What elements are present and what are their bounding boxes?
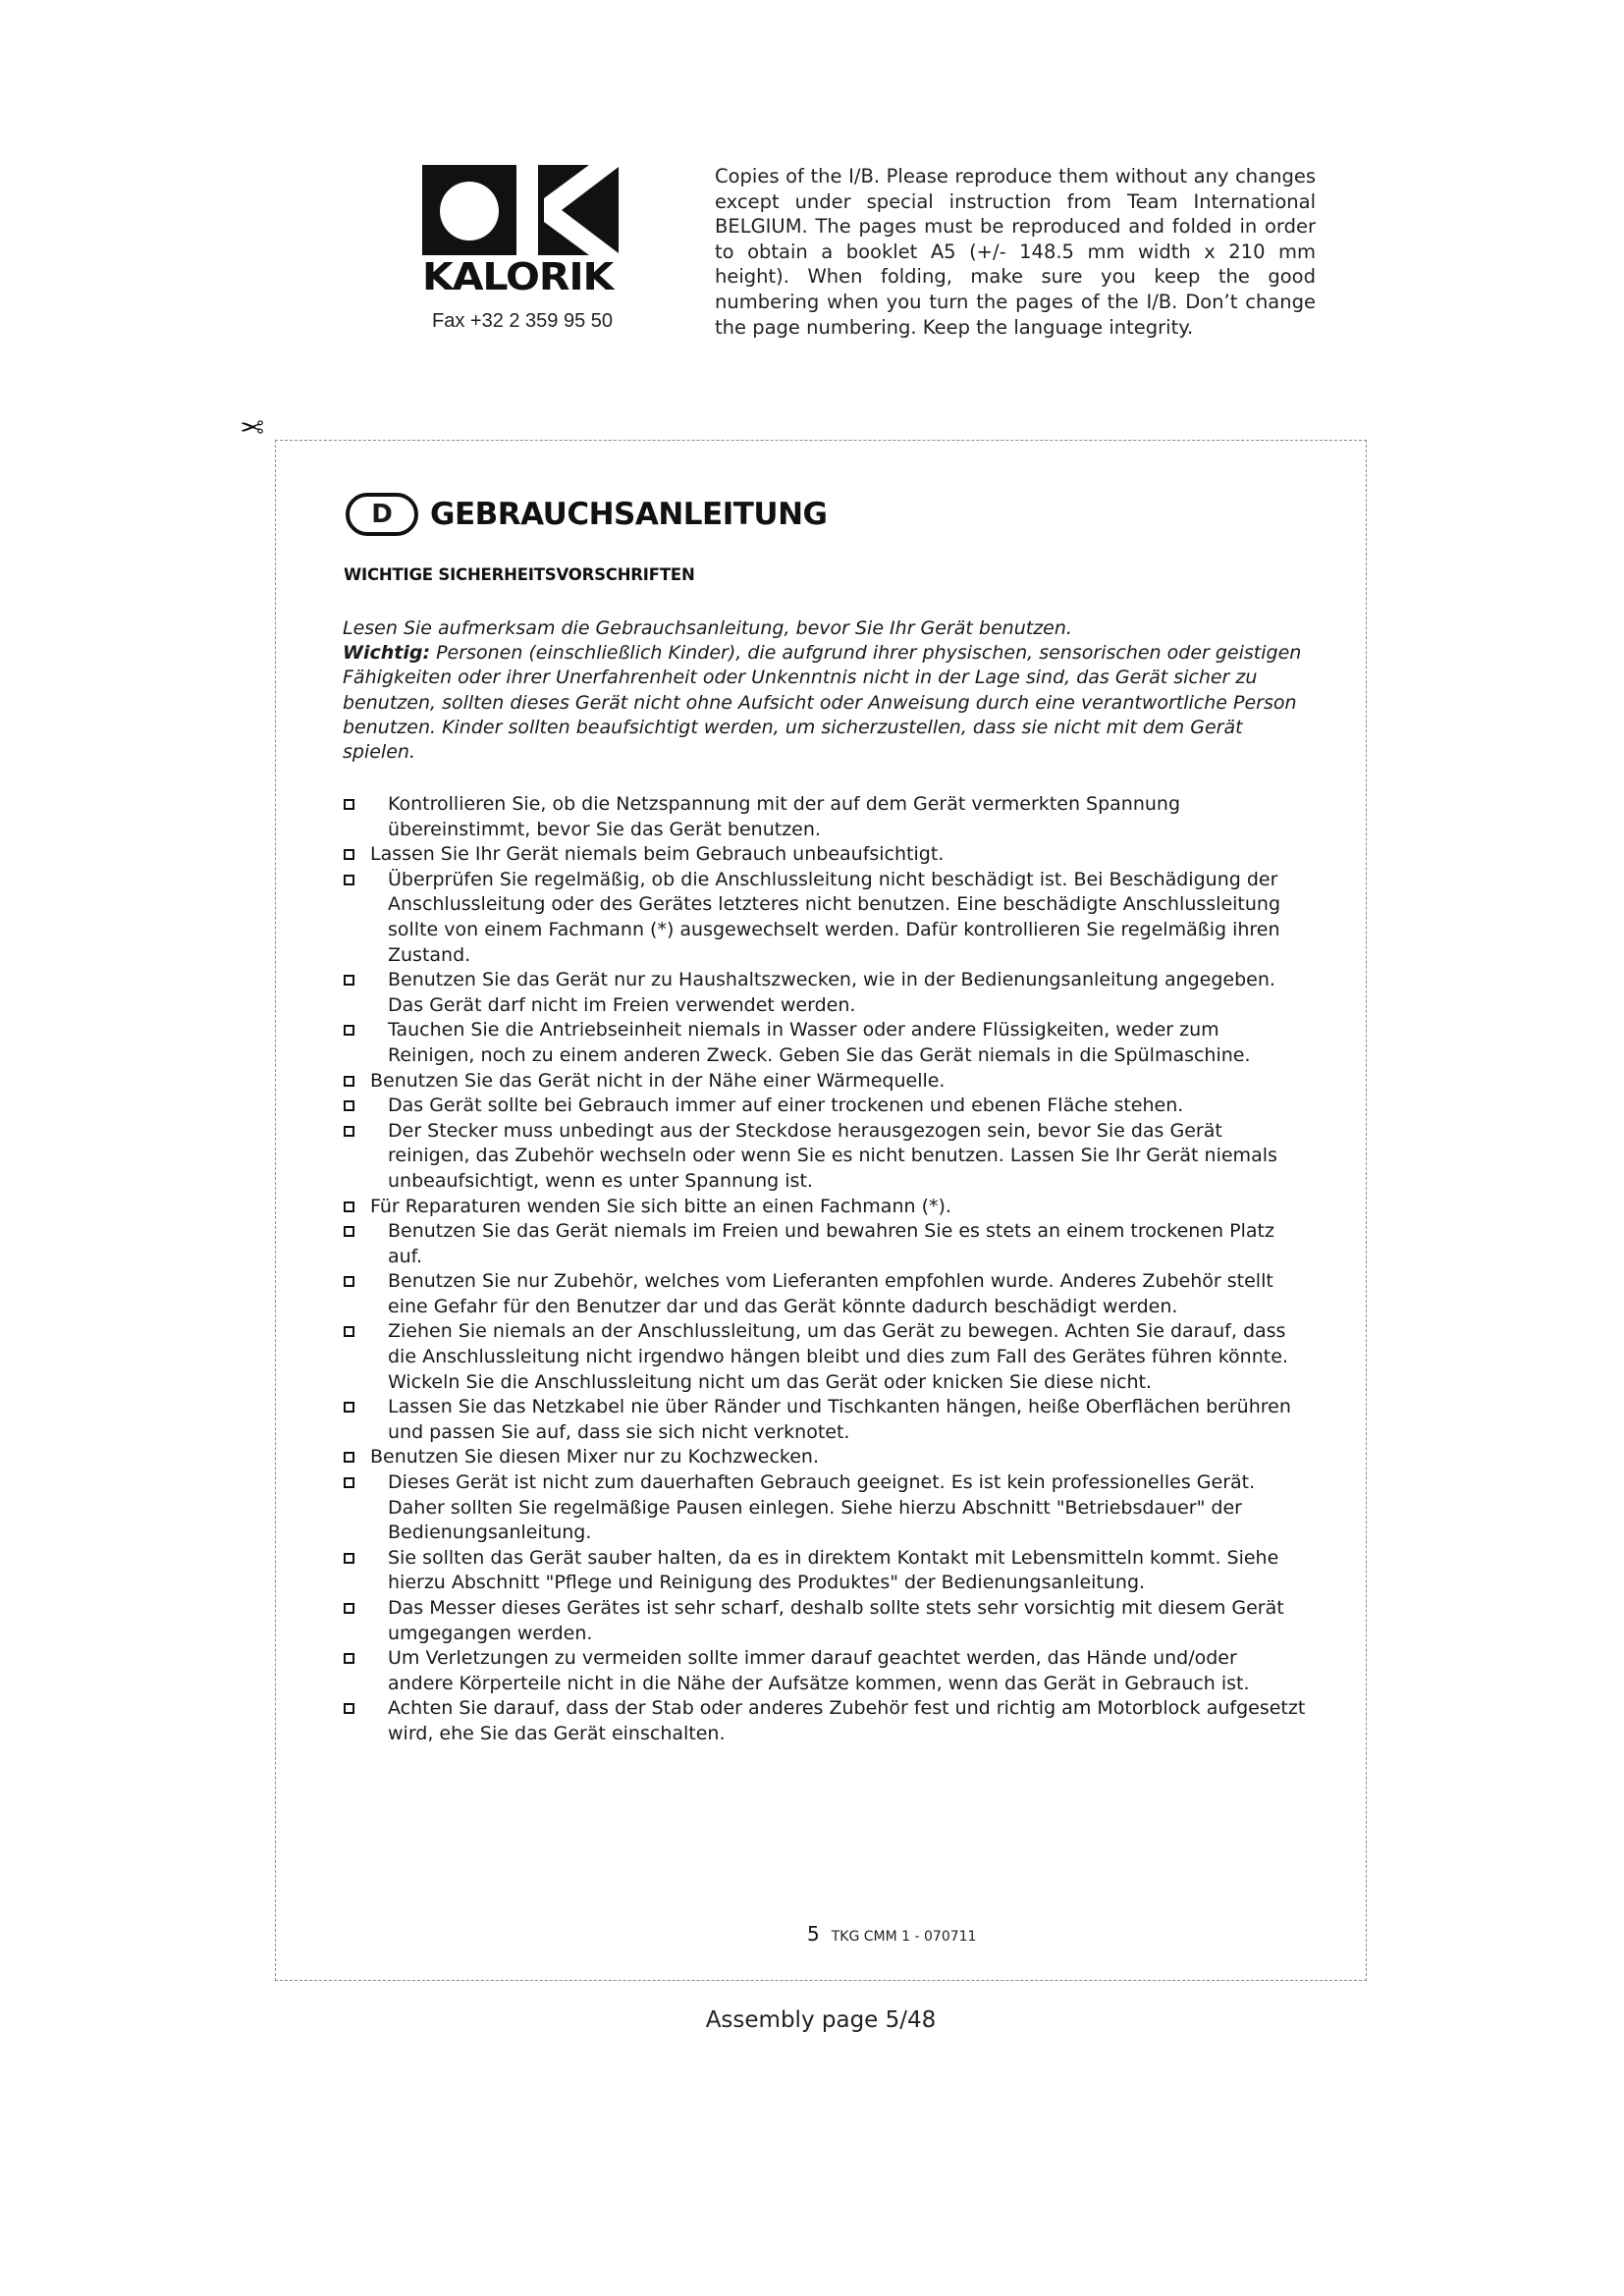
print-instructions: Copies of the I/B. Please reproduce them without any changes except under special instruction from Team International BELGIUM. The pages must be reproduced and folded in order to obtain a booklet A5 (+/- 148.5 mm width x 210 mm height). When folding, make sure you keep the good numbering when you turn the pages of the I/B. Don’t change the page numbering. Keep the language integrity. [715, 165, 1316, 339]
list-item: Das Messer dieses Gerätes ist sehr scharf, deshalb sollte stets sehr vorsichtig mit diesem Gerät umgegangen werden. [0, 1596, 1306, 1646]
checkbox-bullet-icon [344, 1553, 354, 1564]
checkbox-bullet-icon [344, 849, 354, 860]
checkbox-bullet-icon [344, 1477, 354, 1488]
page-footer [807, 1922, 976, 1946]
checkbox-bullet-icon [344, 1603, 354, 1614]
intro-text [343, 616, 1305, 765]
list-item: Benutzen Sie das Gerät niemals im Freien und bewahren Sie es stets an einem trockenen Platz auf. [0, 1219, 1306, 1269]
checkbox-bullet-icon [344, 1276, 354, 1287]
list-item: Dieses Gerät ist nicht zum dauerhaften Gebrauch geeignet. Es ist kein professionelles Gerät. Daher sollten Sie regelmäßige Pausen einlegen. Siehe hierzu Abschnitt "Betriebsdauer" der Bedienungsanleitung. [0, 1470, 1306, 1546]
list-item: Sie sollten das Gerät sauber halten, da es in direktem Kontakt mit Lebensmitteln kommt. Siehe hierzu Abschnitt "Pflege und Reinigung des Produktes" der Bedienungsanleitung. [0, 1546, 1306, 1596]
checkbox-bullet-icon [344, 1326, 354, 1337]
list-item: Benutzen Sie das Gerät nicht in der Nähe einer Wärmequelle. [0, 1069, 1306, 1095]
kalorik-logo [422, 165, 670, 333]
intro-paragraph [343, 641, 1305, 765]
intro-rest: Personen (einschließlich Kinder), die aufgrund ihrer physischen, sensorischen oder geistigen Fähigkeiten oder ihrer Unerfahrenheit oder Unkenntnis nicht in der Lage sind, das Gerät sicher zu benutzen, sollten dieses Gerät nicht ohne Aufsicht oder Anweisung durch eine verantwortliche Person benutzen. Kinder sollten beaufsichtigt werden, um sicherzustellen, dass sie nicht mit dem Gerät spielen. [343, 642, 1302, 764]
fax-number: Fax +32 2 359 95 50 [432, 310, 614, 332]
list-item: Für Reparaturen wenden Sie sich bitte an einen Fachmann (*). [0, 1195, 1306, 1220]
list-item: Überprüfen Sie regelmäßig, ob die Anschlussleitung nicht beschädigt ist. Bei Beschädigung der Anschlussleitung oder des Gerätes letzteres nicht benutzen. Eine beschädigte Anschlussleitung sollte von einem Fachmann (*) ausgewechselt werden. Dafür kontrollieren Sie regelmäßig ihren Zustand. [0, 868, 1306, 968]
document-heading [346, 493, 827, 536]
checkbox-bullet-icon [344, 975, 354, 986]
checkbox-bullet-icon [344, 1226, 354, 1237]
list-item: Um Verletzungen zu vermeiden sollte immer darauf geachtet werden, das Hände und/oder andere Körperteile nicht in die Nähe der Aufsätze kommen, wenn das Gerät in Gebrauch ist. [0, 1646, 1306, 1696]
list-item: Benutzen Sie nur Zubehör, welches vom Lieferanten empfohlen wurde. Anderes Zubehör stellt eine Gefahr für den Benutzer dar und das Gerät könnte dadurch beschädigt werden. [0, 1269, 1306, 1319]
logo-wordmark: KALORIK [422, 255, 614, 298]
scissors-icon: ✂ [240, 408, 265, 443]
document-code: TKG CMM 1 - 070711 [831, 1929, 977, 1945]
list-item: Der Stecker muss unbedingt aus der Steckdose herausgezogen sein, bevor Sie das Gerät reinigen, das Zubehör wechseln oder wenn Sie es nicht benutzen. Lassen Sie Ihr Gerät niemals unbeaufsichtigt, wenn es unter Spannung ist. [0, 1119, 1306, 1195]
list-item: Kontrollieren Sie, ob die Netzspannung mit der auf dem Gerät vermerkten Spannung übereinstimmt, bevor Sie das Gerät benutzen. [0, 792, 1306, 842]
document-title: GEBRAUCHSANLEITUNG [430, 497, 828, 532]
checkbox-bullet-icon [344, 799, 354, 810]
checkbox-bullet-icon [344, 1126, 354, 1137]
intro-line: Lesen Sie aufmerksam die Gebrauchsanleitung, bevor Sie Ihr Gerät benutzen. [343, 617, 1072, 639]
checkbox-bullet-icon [344, 1100, 354, 1111]
list-item: Lassen Sie das Netzkabel nie über Ränder und Tischkanten hängen, heiße Oberflächen berühren und passen Sie auf, dass sie sich nicht verknotet. [0, 1395, 1306, 1445]
checkbox-bullet-icon [344, 1076, 354, 1087]
assembly-page-label: Assembly page 5/48 [705, 2007, 937, 2033]
kalorik-logo-mark [422, 165, 619, 255]
checkbox-bullet-icon [344, 1653, 354, 1664]
list-item: Lassen Sie Ihr Gerät niemals beim Gebrauch unbeaufsichtigt. [0, 842, 1306, 868]
checkbox-bullet-icon [344, 875, 354, 885]
section-title: WICHTIGE SICHERHEITSVORSCHRIFTEN [344, 565, 695, 584]
checkbox-bullet-icon [344, 1452, 354, 1463]
page-number: 5 [807, 1922, 820, 1946]
list-item: Benutzen Sie das Gerät nur zu Haushaltszwecken, wie in der Bedienungsanleitung angegeben. Das Gerät darf nicht im Freien verwendet werden. [0, 968, 1306, 1018]
checkbox-bullet-icon [344, 1025, 354, 1036]
list-item: Ziehen Sie niemals an der Anschlussleitung, um das Gerät zu bewegen. Achten Sie darauf, dass die Anschlussleitung nicht irgendwo hängen bleibt und dies zum Fall des Gerätes führen könnte. Wickeln Sie die Anschlussleitung nicht um das Gerät oder knicken Sie diese nicht. [0, 1319, 1306, 1395]
intro-bold: Wichtig: [343, 642, 431, 665]
checkbox-bullet-icon [344, 1201, 354, 1212]
safety-list [0, 792, 1624, 1747]
language-badge: D [346, 493, 418, 536]
list-item: Das Gerät sollte bei Gebrauch immer auf einer trockenen und ebenen Fläche stehen. [0, 1094, 1306, 1119]
checkbox-bullet-icon [344, 1703, 354, 1714]
list-item: Benutzen Sie diesen Mixer nur zu Kochzwecken. [0, 1445, 1306, 1470]
checkbox-bullet-icon [344, 1402, 354, 1413]
list-item: Tauchen Sie die Antriebseinheit niemals in Wasser oder andere Flüssigkeiten, weder zum Reinigen, noch zu einem anderen Zweck. Geben Sie das Gerät niemals in die Spülmaschine. [0, 1018, 1306, 1068]
list-item: Achten Sie darauf, dass der Stab oder anderes Zubehör fest und richtig am Motorblock aufgesetzt wird, ehe Sie das Gerät einschalten. [0, 1696, 1306, 1746]
